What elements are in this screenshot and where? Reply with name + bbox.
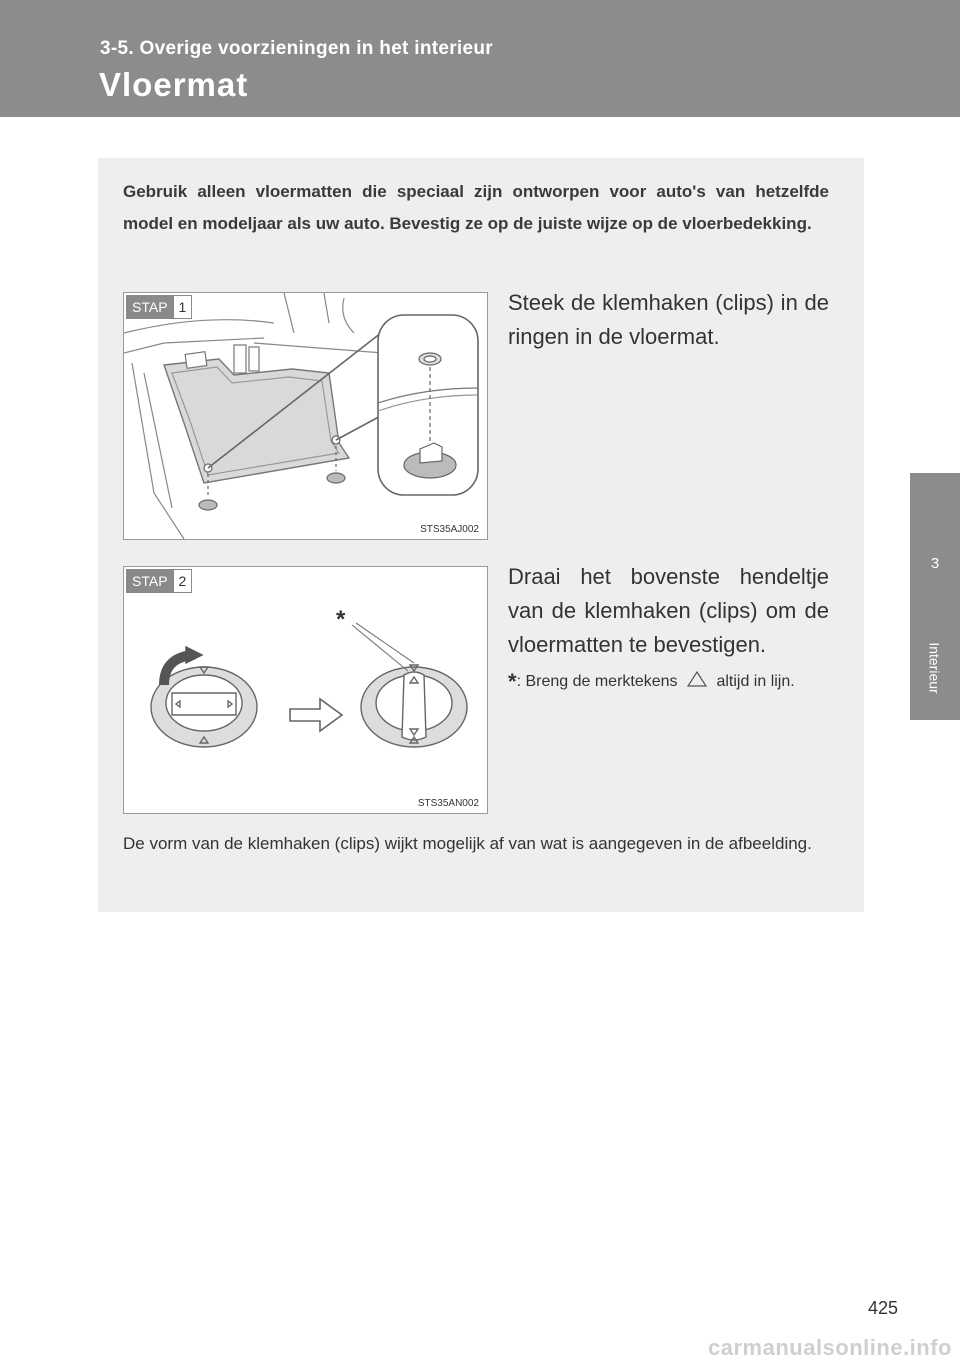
section-title: 3-5. Overige voorzieningen in het interieur bbox=[100, 38, 493, 59]
footnote-text-before: : Breng de merktekens bbox=[516, 673, 678, 690]
triangle-outline-icon bbox=[686, 670, 708, 688]
page-title: Vloermat bbox=[99, 66, 249, 103]
page-header bbox=[0, 0, 960, 117]
intro-text: Gebruik alleen vloermatten die speciaal zijn ontworpen voor auto's van hetzelfde model en modeljaar als uw auto. Bevestig ze op de juiste wijze op de vloerbedekking. bbox=[123, 182, 829, 233]
chapter-number: 3 bbox=[930, 555, 940, 572]
asterisk-marker: * bbox=[336, 606, 346, 633]
chapter-tab[interactable] bbox=[910, 473, 960, 720]
watermark: carmanualsonline.info bbox=[708, 1335, 952, 1360]
step1-figure bbox=[123, 292, 488, 540]
step-badge-label: STAP bbox=[127, 296, 173, 318]
step-badge-number: 2 bbox=[173, 570, 192, 592]
figure-code: STS35AJ002 bbox=[420, 524, 479, 535]
footnote-marker: * bbox=[508, 669, 517, 694]
step1-badge bbox=[126, 295, 192, 319]
chapter-label: Interieur bbox=[927, 642, 944, 694]
step2-text: Draai het bovenste hendeltje van de klemhaken (clips) om de vloermatten te bevestigen. bbox=[508, 564, 829, 657]
figure-code: STS35AN002 bbox=[417, 798, 479, 809]
footnote-text-after: altijd in lijn. bbox=[716, 673, 795, 690]
step1-text: Steek de klemhaken (clips) in de ringen in de vloermat. bbox=[508, 290, 829, 349]
content-box bbox=[98, 158, 864, 912]
clip-rotation-illustration bbox=[124, 567, 487, 813]
floor-mat-illustration bbox=[124, 293, 487, 539]
note-text: De vorm van de klemhaken (clips) wijkt mogelijk af van wat is aangegeven in de afbeelding. bbox=[123, 834, 812, 853]
step-badge-number: 1 bbox=[173, 296, 192, 318]
step2-figure bbox=[123, 566, 488, 814]
step-badge-label: STAP bbox=[127, 570, 173, 592]
footnote bbox=[508, 668, 829, 696]
step2-badge bbox=[126, 569, 192, 593]
page-number: 425 bbox=[867, 1298, 898, 1318]
